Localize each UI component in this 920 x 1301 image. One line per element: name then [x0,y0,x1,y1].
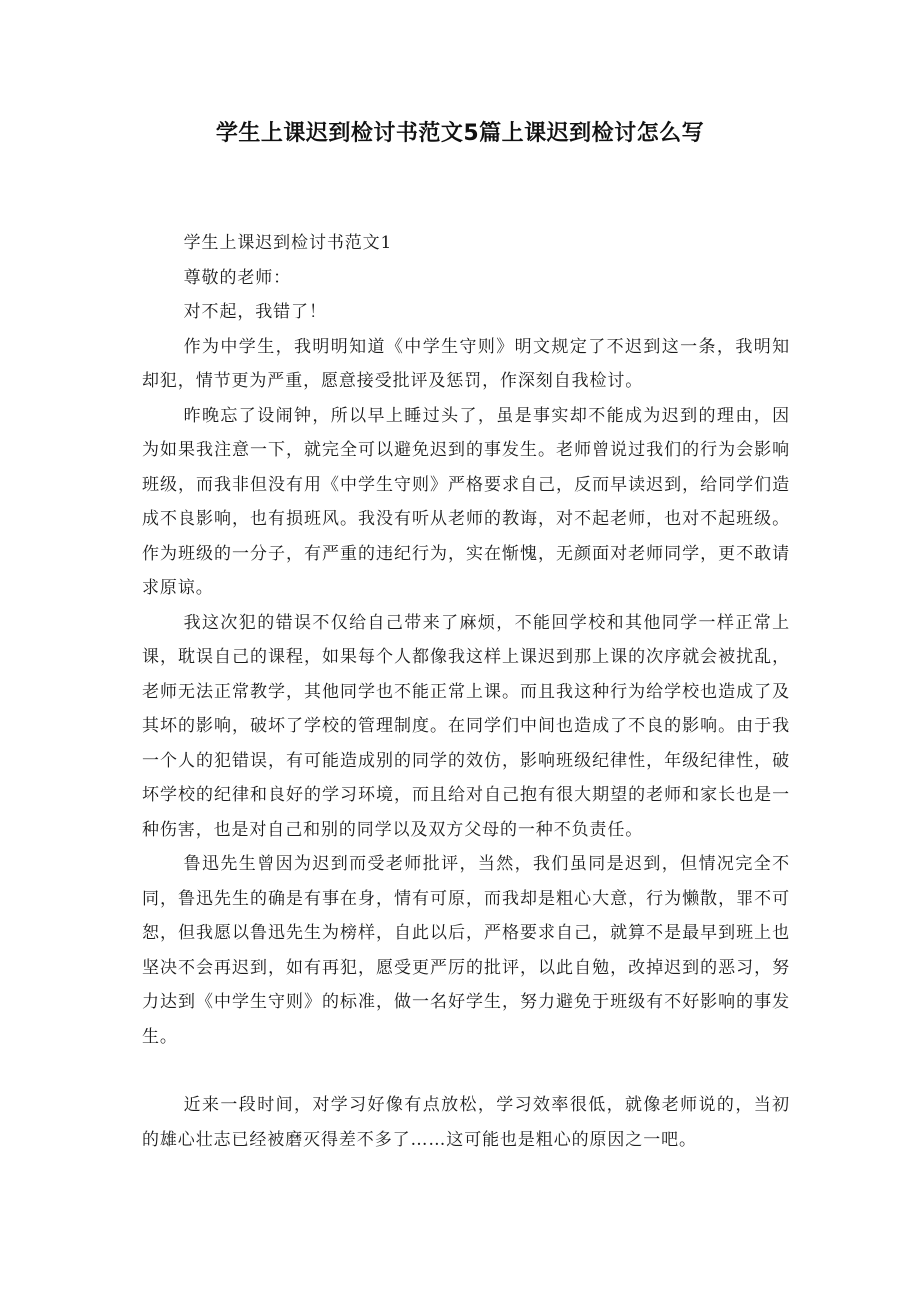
paragraph: 作为中学生，我明明知道《中学生守则》明文规定了不迟到这一条，我明知却犯，情节更为严重，愿意接受批评及惩罚，作深刻自我检讨。 [142,336,790,391]
salutation: 尊敬的老师： [183,267,292,288]
paragraph: 近来一段时间，对学习好像有点放松，学习效率很低，就像老师说的，当初的雄心壮志已经被磨灭得差不多了……这可能也是粗心的原因之一吧。 [142,1095,790,1150]
document-title: 学生上课迟到检讨书范文5篇上课迟到检讨怎么写 [215,121,705,146]
paragraph: 我这次犯的错误不仅给自己带来了麻烦，不能回学校和其他同学一样正常上课，耽误自己的课程，如果每个人都像我这样上课迟到那上课的次序就会被扰乱，老师无法正常教学，其他同学也不能正常上课。而且我这种行为给学校也造成了及其坏的影响，破坏了学校的管理制度。在同学们中间也造成了不良的影响。由于我一个人的犯错误，有可能造成别的同学的效仿，影响班级纪律性，年级纪律性，破坏学校的纪律和良好的学习环境，而且给对自己抱有很大期望的老师和家长也是一种伤害，也是对自己和别的同学以及双方父母的一种不负责任。 [142,612,790,840]
apology-line: 对不起，我错了！ [183,302,327,322]
paragraph: 昨晚忘了设闹钟，所以早上睡过头了，虽是事实却不能成为迟到的理由，因为如果我注意一下，就完全可以避免迟到的事发生。老师曾说过我们的行为会影响班级，而我非但没有用《中学生守则》严格要求自己，反而早读迟到，给同学们造成不良影响，也有损班风。我没有听从老师的教诲，对不起老师，也对不起班级。作为班级的一分子，有严重的违纪行为，实在惭愧，无颜面对老师同学，更不敢请求原谅。 [142,405,790,598]
section-heading: 学生上课迟到检讨书范文1 [183,233,393,253]
document-body [142,226,790,1157]
paragraph: 鲁迅先生曾因为迟到而受老师批评，当然，我们虽同是迟到，但情况完全不同，鲁迅先生的确是有事在身，情有可原，而我却是粗心大意，行为懒散，罪不可恕，但我愿以鲁迅先生为榜样，自此以后，严格要求自己，就算不是最早到班上也坚决不会再迟到，如有再犯，愿受更严厉的批评，以此自勉，改掉迟到的恶习，努力达到《中学生守则》的标准，做一名好学生，努力避免于班级有不好影响的事发生。 [142,854,790,1047]
